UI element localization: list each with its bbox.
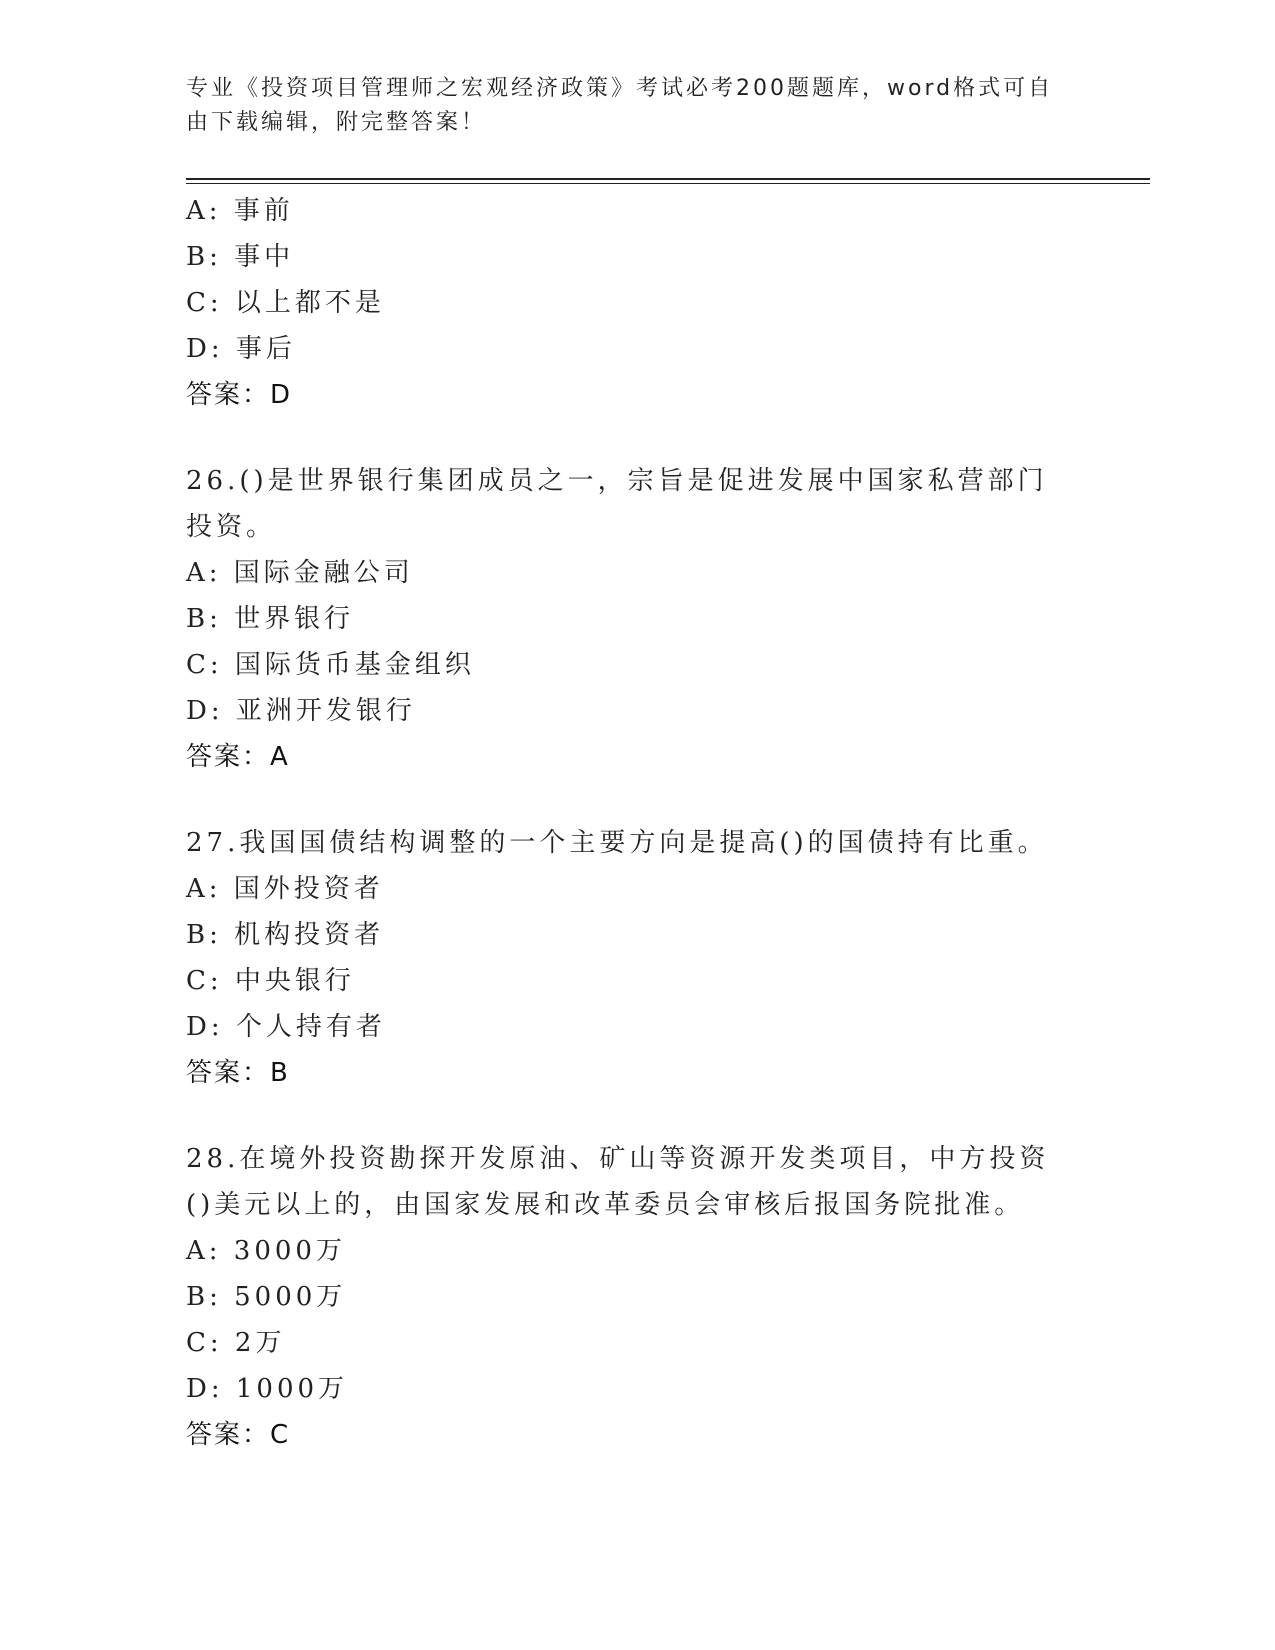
question-26 xyxy=(186,458,1076,780)
option-c: C: 2万 xyxy=(186,1328,286,1358)
question-25-partial xyxy=(186,188,1076,418)
option-b: B: 机构投资者 xyxy=(186,920,385,950)
header-divider-thin xyxy=(186,183,1150,184)
answer: 答案：D xyxy=(186,380,293,410)
option-d: D: 个人持有者 xyxy=(186,1012,386,1042)
option-d: D: 亚洲开发银行 xyxy=(186,696,416,726)
question-stem: 26.()是世界银行集团成员之一，宗旨是促进发展中国家私营部门投资。 xyxy=(186,466,1048,542)
option-d: D: 事后 xyxy=(186,334,296,364)
document-header: 专业《投资项目管理师之宏观经济政策》考试必考200题题库，word格式可自由下载编辑，附完整答案！ xyxy=(186,76,1054,135)
option-b: B: 世界银行 xyxy=(186,604,355,634)
question-list xyxy=(186,188,1076,1458)
option-c: C: 中央银行 xyxy=(186,966,355,996)
answer: 答案：A xyxy=(186,742,290,772)
header-divider-thick xyxy=(186,178,1150,180)
option-c: C: 以上都不是 xyxy=(186,288,385,318)
option-c: C: 国际货币基金组织 xyxy=(186,650,475,680)
question-stem: 27.我国国债结构调整的一个主要方向是提高()的国债持有比重。 xyxy=(186,828,1048,858)
option-d: D: 1000万 xyxy=(186,1374,349,1404)
question-27 xyxy=(186,820,1076,1096)
question-stem: 28.在境外投资勘探开发原油、矿山等资源开发类项目，中方投资()美元以上的，由国家发展和改革委员会审核后报国务院批准。 xyxy=(186,1144,1050,1220)
answer: 答案：C xyxy=(186,1420,291,1450)
option-a: A: 3000万 xyxy=(186,1236,346,1266)
option-a: A: 国外投资者 xyxy=(186,874,384,904)
option-b: B: 事中 xyxy=(186,242,295,272)
question-28 xyxy=(186,1136,1076,1458)
option-a: A: 国际金融公司 xyxy=(186,558,414,588)
option-b: B: 5000万 xyxy=(186,1282,347,1312)
answer: 答案：B xyxy=(186,1058,290,1088)
option-a: A: 事前 xyxy=(186,196,294,226)
